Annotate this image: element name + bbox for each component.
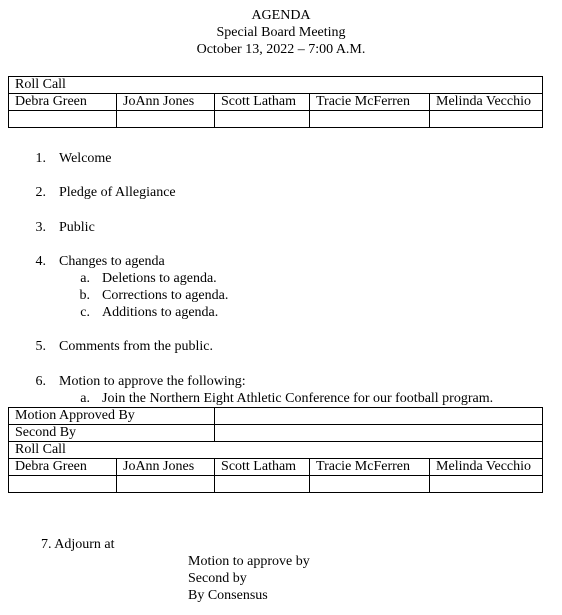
vote-cell — [9, 476, 117, 493]
roll-call-table — [8, 76, 543, 128]
agenda-title: AGENDA — [251, 8, 311, 23]
member-name: JoAnn Jones — [117, 94, 215, 111]
member-name: JoAnn Jones — [117, 459, 215, 476]
vote-cell — [117, 111, 215, 128]
adjourn-motion-line: Motion to approve by — [188, 554, 310, 569]
second-by-label: Second By — [9, 425, 215, 442]
adjourn-second-line: Second by — [188, 571, 247, 586]
sub-item-letter: b. — [79, 288, 90, 303]
motion-approved-value — [215, 408, 543, 425]
member-name: Scott Latham — [215, 459, 310, 476]
member-name: Melinda Vecchio — [430, 94, 543, 111]
item-text: Motion to approve the following: — [59, 374, 246, 389]
vote-cell — [117, 476, 215, 493]
item-text: Public — [59, 220, 95, 235]
item-number: 3. — [35, 220, 46, 235]
roll-call-label: Roll Call — [9, 77, 543, 94]
sub-item-text: Corrections to agenda. — [102, 288, 229, 303]
member-name: Tracie McFerren — [310, 459, 430, 476]
member-name: Tracie McFerren — [310, 94, 430, 111]
second-by-value — [215, 425, 543, 442]
vote-cell — [430, 476, 543, 493]
sub-item-letter: a. — [80, 391, 90, 406]
sub-item-text: Join the Northern Eight Athletic Conference for our football program. — [102, 391, 494, 406]
vote-cell — [215, 111, 310, 128]
member-name: Debra Green — [9, 459, 117, 476]
member-name: Scott Latham — [215, 94, 310, 111]
item-number: 1. — [35, 151, 46, 166]
item-number: 4. — [35, 254, 46, 269]
item-text: Changes to agenda — [59, 254, 165, 269]
item-number: 2. — [35, 185, 46, 200]
item-text: Pledge of Allegiance — [59, 185, 176, 200]
meeting-date: October 13, 2022 – 7:00 A.M. — [196, 42, 366, 57]
vote-cell — [430, 111, 543, 128]
adjourn-consensus-line: By Consensus — [188, 588, 268, 603]
item-number: 6. — [35, 374, 46, 389]
meeting-subtitle: Special Board Meeting — [216, 25, 346, 40]
adjourn-item: 7. Adjourn at — [41, 537, 115, 552]
member-name: Melinda Vecchio — [430, 459, 543, 476]
vote-cell — [310, 111, 430, 128]
vote-cell — [9, 111, 117, 128]
item-text: Welcome — [59, 151, 112, 166]
item-number: 5. — [35, 339, 46, 354]
motion-approved-label: Motion Approved By — [9, 408, 215, 425]
vote-cell — [215, 476, 310, 493]
motion-table — [8, 407, 543, 493]
sub-item-text: Deletions to agenda. — [102, 271, 217, 286]
member-name: Debra Green — [9, 94, 117, 111]
sub-item-letter: a. — [80, 271, 90, 286]
sub-item-letter: c. — [80, 305, 90, 320]
roll-call-label: Roll Call — [9, 442, 543, 459]
sub-item-text: Additions to agenda. — [102, 305, 219, 320]
item-text: Comments from the public. — [59, 339, 213, 354]
vote-cell — [310, 476, 430, 493]
